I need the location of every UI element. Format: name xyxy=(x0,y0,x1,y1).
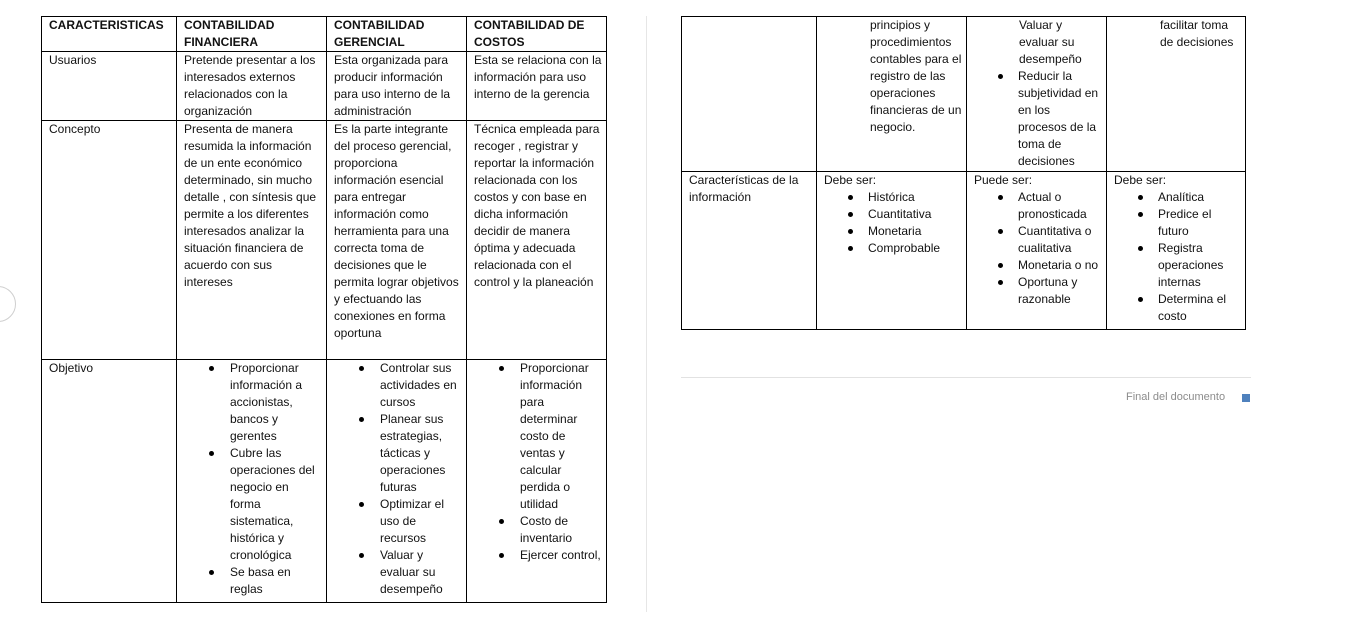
list-item: Costo de inventario xyxy=(474,513,602,547)
list-item: Cuantitativa o cualitativa xyxy=(974,223,1102,257)
list-item: Monetaria xyxy=(824,223,962,240)
row-usuarios xyxy=(42,52,607,121)
objetivo-costos-list xyxy=(474,360,602,564)
continuation-financiera-text: principios y procedimientos contables para el registro de las operaciones financieras de un negocio. xyxy=(870,18,962,134)
cell-caracteristicas-financiera xyxy=(817,172,967,330)
list-item: Optimizar el uso de recursos xyxy=(334,496,462,547)
header-caracteristicas: CARACTERISTICAS xyxy=(42,17,177,52)
cell-concepto-financiera: Presenta de manera resumida la información de un ente económico determinado, sin mucho detalle , con síntesis que permite a los diferentes interesados analizar la situación financiera de acuerdo con sus intereses xyxy=(177,121,327,360)
list-item: Oportuna y razonable xyxy=(974,274,1102,308)
objetivo-financiera-list xyxy=(184,360,322,598)
list-item: Valuar y evaluar su desempeño xyxy=(334,547,462,598)
row-objetivo xyxy=(42,360,607,603)
list-item: Ejercer control, xyxy=(474,547,602,564)
cell-objetivo-costos xyxy=(467,360,607,603)
cell-usuarios-label: Usuarios xyxy=(42,52,177,121)
cell-concepto-label: Concepto xyxy=(42,121,177,360)
cell-continuation-financiera xyxy=(817,17,967,172)
list-item: Monetaria o no xyxy=(974,257,1102,274)
cell-continuation-costos xyxy=(1107,17,1246,172)
list-item: Planear sus estrategias, tácticas y operaciones futuras xyxy=(334,411,462,496)
list-item: Histórica xyxy=(824,189,962,206)
page-divider xyxy=(646,16,647,612)
cell-continuation-gerencial xyxy=(967,17,1107,172)
list-item: Cuantitativa xyxy=(824,206,962,223)
list-item: Comprobable xyxy=(824,240,962,257)
list-item: Determina el costo xyxy=(1114,291,1241,325)
row-objetivo-continuation xyxy=(682,17,1246,172)
cell-usuarios-financiera: Pretende presentar a los interesados externos relacionados con la organización xyxy=(177,52,327,121)
row-caracteristicas xyxy=(682,172,1246,330)
comparison-table-page-2 xyxy=(681,16,1246,330)
continuation-gerencial-text: Valuar y evaluar su desempeño xyxy=(1019,18,1082,66)
end-of-document-rule xyxy=(681,377,1251,378)
cell-caracteristicas-gerencial xyxy=(967,172,1107,330)
list-item: Controlar sus actividades en cursos xyxy=(334,360,462,411)
table-header-row xyxy=(42,17,607,52)
cell-objetivo-label: Objetivo xyxy=(42,360,177,603)
cell-usuarios-gerencial: Esta organizada para producir información para uso interno de la administración xyxy=(327,52,467,121)
header-contabilidad-gerencial: CONTABILIDAD GERENCIAL xyxy=(327,17,467,52)
continuation-gerencial-list xyxy=(974,68,1102,170)
list-item: Registra operaciones internas xyxy=(1114,240,1241,291)
objetivo-gerencial-list xyxy=(334,360,462,598)
side-circle-marker xyxy=(0,286,16,322)
cell-caracteristicas-label: Características de la información xyxy=(682,172,817,330)
caracteristicas-costos-list xyxy=(1114,189,1241,325)
list-item: Predice el futuro xyxy=(1114,206,1241,240)
caracteristicas-financiera-list xyxy=(824,189,962,257)
caracteristicas-gerencial-intro: Puede ser: xyxy=(974,173,1033,187)
cell-objetivo-gerencial xyxy=(327,360,467,603)
caracteristicas-financiera-intro: Debe ser: xyxy=(824,173,877,187)
list-item: Analítica xyxy=(1114,189,1241,206)
caracteristicas-costos-intro: Debe ser: xyxy=(1114,173,1167,187)
list-item: Se basa en reglas xyxy=(184,564,322,598)
cell-caracteristicas-costos xyxy=(1107,172,1246,330)
row-concepto xyxy=(42,121,607,360)
header-contabilidad-costos: CONTABILIDAD DE COSTOS xyxy=(467,17,607,52)
cell-concepto-costos: Técnica empleada para recoger , registrar y reportar la información relacionada con los costos y con base en dicha información decidir de manera óptima y adecuada relacionada con el control y la planeación xyxy=(467,121,607,360)
list-item: Actual o pronosticada xyxy=(974,189,1102,223)
comparison-table-page-1 xyxy=(41,16,607,603)
continuation-costos-text: facilitar toma de decisiones xyxy=(1160,18,1234,49)
end-of-document-label: Final del documento xyxy=(1126,391,1226,403)
list-item: Proporcionar información a accionistas, bancos y gerentes xyxy=(184,360,322,445)
caracteristicas-gerencial-list xyxy=(974,189,1102,308)
cell-usuarios-costos: Esta se relaciona con la información para uso interno de la gerencia xyxy=(467,52,607,121)
cell-concepto-gerencial: Es la parte integrante del proceso gerencial, proporciona información esencial para entregar información como herramienta para una correcta toma de decisiones que le permita lograr objetivos y efectuando las conexiones en forma oportuna xyxy=(327,121,467,360)
list-item: Proporcionar información para determinar costo de ventas y calcular perdida o utilidad xyxy=(474,360,602,513)
cell-objetivo-financiera xyxy=(177,360,327,603)
list-item: Cubre las operaciones del negocio en forma sistematica, histórica y cronológica xyxy=(184,445,322,564)
list-item: Reducir la subjetividad en en los procesos de la toma de decisiones xyxy=(974,68,1102,170)
end-of-document-marker-icon xyxy=(1242,394,1250,402)
header-contabilidad-financiera: CONTABILIDAD FINANCIERA xyxy=(177,17,327,52)
cell-continuation-label xyxy=(682,17,817,172)
